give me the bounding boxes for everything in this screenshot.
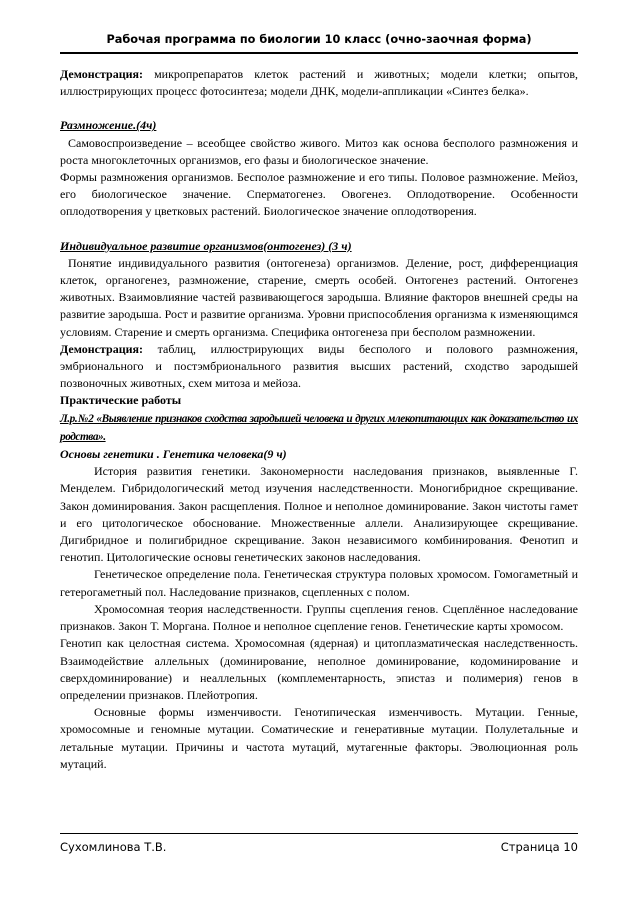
body-text: Самовоспроизведение – всеобщее свойство живого. Митоз как основа бесполого размножения и роста многоклеточных организмов, его фазы и биологическое значение. (60, 135, 578, 167)
emphasis-text: Демонстрация: (60, 341, 144, 356)
paragraph (60, 135, 578, 169)
paragraph (60, 341, 578, 393)
paragraph-spacer (60, 221, 578, 238)
emphasis-text: Л.р.№2 «Выявление признаков сходства зародышей человека и других млекопитающих как доказательство их родства». (60, 412, 578, 443)
body-text: Хромосомная теория наследственности. Группы сцепления генов. Сцеплённое наследование признаков. Закон Т. Моргана. Полное и неполное сцепление генов. Генетические карты хромосом. (60, 601, 578, 634)
emphasis-text: Демонстрация: (60, 67, 144, 81)
body-text: Генетическое определение пола. Генетическая структура половых хромосом. Гомогаметный и гетерогаметный пол. Наследование признаков, сцепленных с полом. (60, 567, 578, 599)
body-text: таблиц, иллюстрирующих виды бесполого и полового размножения, эмбрионального и постэмбрионального развития высших растений, сходство зародышей позвоночных животных, схем митоза и мейоза. (60, 341, 578, 391)
body-text: Формы размножения организмов. Бесполое размножение и его типы. Половое размножение. Мейоз, его биологическое значение. Сперматогенез. Овогенез. Оплодотворение. Особенности оплодотворения у цветковых растений. Биологическое значение оплодотворения. (60, 170, 578, 219)
footer-author: Сухомлинова Т.В. (60, 840, 167, 854)
emphasis-text: Размножение.(4ч) (60, 118, 157, 133)
paragraph (60, 238, 578, 255)
paragraph (60, 601, 578, 635)
document-body (60, 66, 578, 773)
paragraph (60, 169, 578, 221)
body-text: Основные формы изменчивости. Генотипическая изменчивость. Мутации. Генные, хромосомные и геномные мутации. Соматические и генеративные мутации. Полулетальные и летальные мутации. Причины и частота мутаций, мутагенные факторы. Эволюционная роль мутаций. (60, 705, 578, 771)
paragraph-spacer (60, 100, 578, 117)
body-text: Генотип как целостная система. Хромосомная (ядерная) и цитоплазматическая наследственность. Взаимодействие аллельных (доминирование, неполное доминирование, кодоминирование и сверхдоминирование) и неаллельных (комплементарность, эпистаз и полимерия) генов в определении признаков. Плейотропия. (60, 636, 578, 702)
header-rule (60, 52, 578, 54)
paragraph (60, 410, 578, 446)
paragraph (60, 117, 578, 134)
paragraph (60, 704, 578, 773)
paragraph (60, 463, 578, 566)
paragraph (60, 635, 578, 704)
paragraph (60, 446, 578, 463)
paragraph (60, 566, 578, 600)
emphasis-text: Основы генетики . Генетика человека(9 ч) (60, 447, 287, 462)
paragraph (60, 66, 578, 100)
page-header-title: Рабочая программа по биологии 10 класс (очно-заочная форма) (106, 33, 532, 46)
footer-rule (60, 833, 578, 834)
body-text: Понятие индивидуального развития (онтогенеза) организмов. Деление, рост, дифференциация клеток, органогенез, размножение, старение, смерть особей. Онтогенез растений. Онтогенез животных. Взаимовлияние частей развивающегося зародыша. Влияние факторов внешней среды на развитие зародыша. Рост и развитие организма. Уровни приспособления организма к изменяющимся условиям. Старение и смерть организма. Специфика онтогенеза при бесполом размножении. (60, 255, 578, 339)
paragraph (60, 392, 578, 409)
emphasis-text: Практические работы (60, 393, 182, 408)
emphasis-text: Индивидуальное развитие организмов(онтогенез) (3 ч) (60, 238, 352, 253)
paragraph (60, 255, 578, 341)
body-text: микропрепаратов клеток растений и животных; модели клетки; опытов, иллюстрирующих процесс фотосинтеза; модели ДНК, модели-аппликации «Синтез белка». (60, 67, 578, 99)
footer-page-number: Страница 10 (500, 840, 578, 854)
body-text: История развития генетики. Закономерности наследования признаков, выявленные Г. Менделем. Гибридологический метод изучения наследственности. Моногибридное скрещивание. Закон доминирования. Закон расщепления. Полное и неполное доминирование. Закон чистоты гамет и его цитологическое обоснование. Множественные аллели. Анализирующее скрещивание. Дигибридное и полигибридное скрещивание. Закон независимого комбинирования. Фенотип и генотип. Цитологические основы генетических законов наследования. (60, 464, 578, 565)
